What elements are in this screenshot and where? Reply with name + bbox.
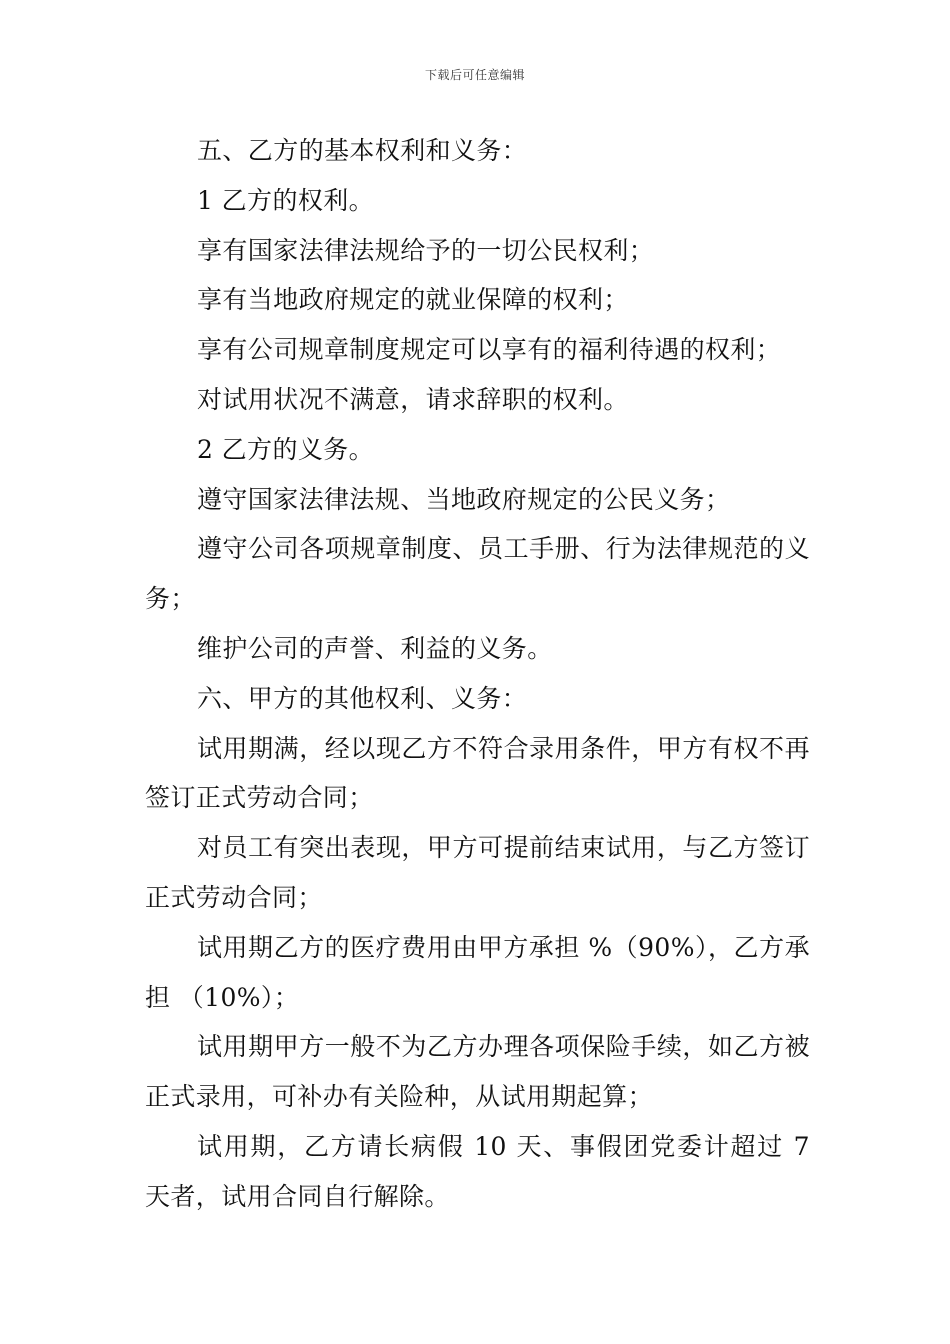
list-item: 试用期乙方的医疗费用由甲方承担 %（90%），乙方承担 （10%）；: [145, 932, 810, 1012]
list-item: 维护公司的声誉、利益的义务。: [197, 633, 553, 663]
subheading-party-b-duties: 2 乙方的义务。: [197, 434, 375, 464]
list-item: 享有国家法律法规给予的一切公民权利；: [197, 235, 655, 265]
list-item: 享有公司规章制度规定可以享有的福利待遇的权利；: [197, 335, 782, 365]
list-item: 试用期满，经以现乙方不符合录用条件，甲方有权不再签订正式劳动合同；: [145, 733, 810, 813]
list-item: 享有当地政府规定的就业保障的权利；: [197, 285, 629, 315]
list-item: 遵守国家法律法规、当地政府规定的公民义务；: [197, 484, 731, 514]
list-item: 对员工有突出表现，甲方可提前结束试用，与乙方签订正式劳动合同；: [145, 833, 810, 912]
section-heading-party-a-rights-duties: 六、甲方的其他权利、义务：: [197, 683, 528, 713]
list-item: 遵守公司各项规章制度、员工手册、行为法律规范的义务；: [145, 534, 810, 614]
document-body: [145, 126, 810, 1222]
list-item: 试用期，乙方请长病假 10 天、事假团党委计超过 7 天者，试用合同自行解除。: [145, 1131, 810, 1211]
section-heading-party-b-rights-duties: 五、乙方的基本权利和义务：: [197, 136, 528, 165]
list-item: 对试用状况不满意，请求辞职的权利。: [197, 384, 629, 414]
subheading-party-b-rights: 1 乙方的权利。: [197, 185, 375, 215]
page-header: 下载后可任意编辑: [424, 68, 525, 82]
list-item: 试用期甲方一般不为乙方办理各项保险手续，如乙方被正式录用，可补办有关险种，从试用期起算；: [145, 1032, 810, 1112]
